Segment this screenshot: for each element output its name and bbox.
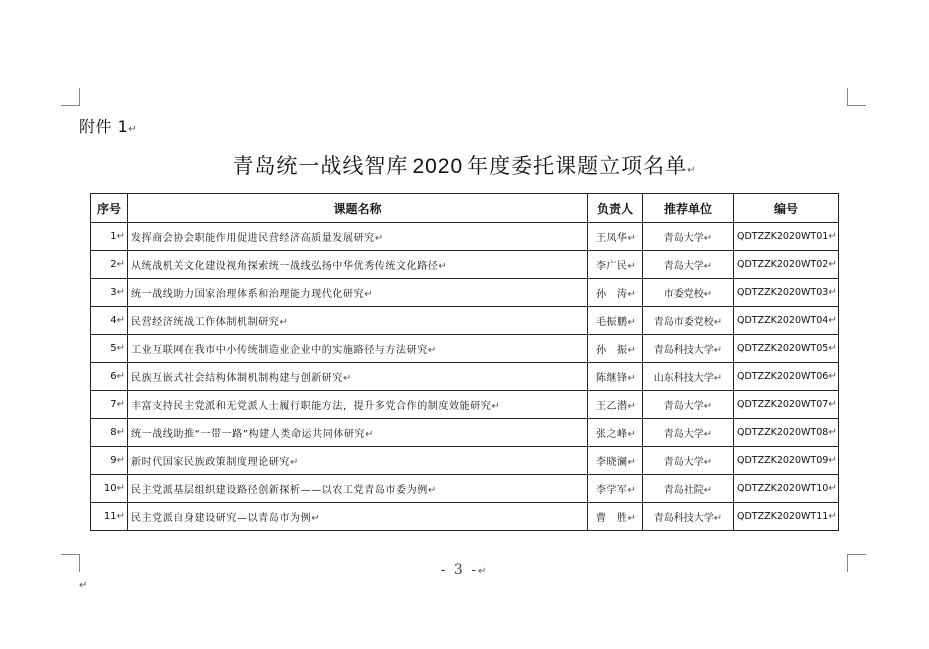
header-no: 序号 — [91, 194, 128, 223]
cell-unit: 青岛社院↵ — [643, 475, 734, 503]
cell-leader: 孙 涛↵ — [588, 279, 643, 307]
table-row — [91, 279, 839, 307]
attachment-label: 附件 1↵ — [79, 117, 138, 136]
crop-mark-top-left-h — [61, 105, 80, 106]
table-row — [91, 503, 839, 531]
crop-mark-bottom-left-h — [61, 554, 80, 555]
paragraph-mark: ↵ — [79, 580, 88, 591]
table-row — [91, 307, 839, 335]
table-row — [91, 335, 839, 363]
cell-leader: 王乙潜↵ — [588, 391, 643, 419]
cell-no: 8↵ — [91, 419, 128, 447]
cell-leader: 陈继锋↵ — [588, 363, 643, 391]
cell-topic: 工业互联网在我市中小传统制造业企业中的实施路径与方法研究↵ — [128, 335, 588, 363]
table-row — [91, 447, 839, 475]
cell-unit: 青岛大学↵ — [643, 223, 734, 251]
cell-code: QDTZZK2020WT02↵ — [734, 251, 839, 279]
cell-leader: 李晓澜↵ — [588, 447, 643, 475]
cell-topic: 民营经济统战工作体制机制研究↵ — [128, 307, 588, 335]
cell-leader: 王凤华↵ — [588, 223, 643, 251]
crop-mark-top-left-v — [79, 88, 80, 106]
cell-unit: 青岛大学↵ — [643, 251, 734, 279]
cell-topic: 统一战线助推“一带一路”构建人类命运共同体研究↵ — [128, 419, 588, 447]
cell-unit: 青岛大学↵ — [643, 391, 734, 419]
cell-topic: 发挥商会协会职能作用促进民营经济高质量发展研究↵ — [128, 223, 588, 251]
header-unit: 推荐单位 — [643, 194, 734, 223]
table-row — [91, 251, 839, 279]
cell-code: QDTZZK2020WT01↵ — [734, 223, 839, 251]
cell-no: 5↵ — [91, 335, 128, 363]
cell-no: 10↵ — [91, 475, 128, 503]
cell-unit: 青岛科技大学↵ — [643, 503, 734, 531]
cell-leader: 曹 胜↵ — [588, 503, 643, 531]
header-leader: 负责人 — [588, 194, 643, 223]
header-topic: 课题名称 — [128, 194, 588, 223]
title-prefix: 青岛统一战线智库 — [232, 154, 409, 178]
table-row — [91, 223, 839, 251]
cell-unit: 青岛市委党校↵ — [643, 307, 734, 335]
cell-topic: 民主党派基层组织建设路径创新探析——以农工党青岛市委为例↵ — [128, 475, 588, 503]
cell-code: QDTZZK2020WT05↵ — [734, 335, 839, 363]
cell-topic: 统一战线助力国家治理体系和治理能力现代化研究↵ — [128, 279, 588, 307]
title-year: 2020 — [412, 155, 464, 178]
cell-unit: 青岛大学↵ — [643, 419, 734, 447]
table-row — [91, 419, 839, 447]
table-row — [91, 363, 839, 391]
cell-no: 2↵ — [91, 251, 128, 279]
cell-leader: 李广民↵ — [588, 251, 643, 279]
cell-leader: 李学军↵ — [588, 475, 643, 503]
table-row — [91, 391, 839, 419]
cell-topic: 从统战机关文化建设视角探索统一战线弘扬中华优秀传统文化路径↵ — [128, 251, 588, 279]
cell-code: QDTZZK2020WT09↵ — [734, 447, 839, 475]
cell-unit: 青岛大学↵ — [643, 447, 734, 475]
document-title: 青岛统一战线智库 2020 年度委托课题立项名单↵ — [232, 154, 697, 178]
crop-mark-bottom-right-h — [847, 554, 866, 555]
cell-code: QDTZZK2020WT11↵ — [734, 503, 839, 531]
cell-leader: 毛振鹏↵ — [588, 307, 643, 335]
cell-no: 9↵ — [91, 447, 128, 475]
table-header-row — [91, 194, 839, 223]
crop-mark-top-right-v — [847, 88, 848, 106]
cell-no: 11↵ — [91, 503, 128, 531]
cell-unit: 市委党校↵ — [643, 279, 734, 307]
cell-code: QDTZZK2020WT10↵ — [734, 475, 839, 503]
project-table — [90, 193, 839, 531]
title-suffix: 年度委托课题立项名单 — [467, 154, 688, 178]
cell-topic: 新时代国家民族政策制度理论研究↵ — [128, 447, 588, 475]
page-number: - 3 -↵ — [440, 562, 489, 578]
cell-no: 3↵ — [91, 279, 128, 307]
cell-topic: 丰富支持民主党派和无党派人士履行职能方法，提升多党合作的制度效能研究↵ — [128, 391, 588, 419]
cell-code: QDTZZK2020WT04↵ — [734, 307, 839, 335]
cell-unit: 青岛科技大学↵ — [643, 335, 734, 363]
cell-leader: 孙 振↵ — [588, 335, 643, 363]
cell-code: QDTZZK2020WT08↵ — [734, 419, 839, 447]
table-row — [91, 475, 839, 503]
cell-leader: 张之峰↵ — [588, 419, 643, 447]
cell-code: QDTZZK2020WT03↵ — [734, 279, 839, 307]
cell-no: 7↵ — [91, 391, 128, 419]
crop-mark-top-right-h — [847, 105, 866, 106]
cell-no: 6↵ — [91, 363, 128, 391]
cell-topic: 民主党派自身建设研究—以青岛市为例↵ — [128, 503, 588, 531]
cell-unit: 山东科技大学↵ — [643, 363, 734, 391]
cell-no: 1↵ — [91, 223, 128, 251]
cell-code: QDTZZK2020WT07↵ — [734, 391, 839, 419]
cell-no: 4↵ — [91, 307, 128, 335]
cell-topic: 民族互嵌式社会结构体制机制构建与创新研究↵ — [128, 363, 588, 391]
cell-code: QDTZZK2020WT06↵ — [734, 363, 839, 391]
header-code: 编号 — [734, 194, 839, 223]
